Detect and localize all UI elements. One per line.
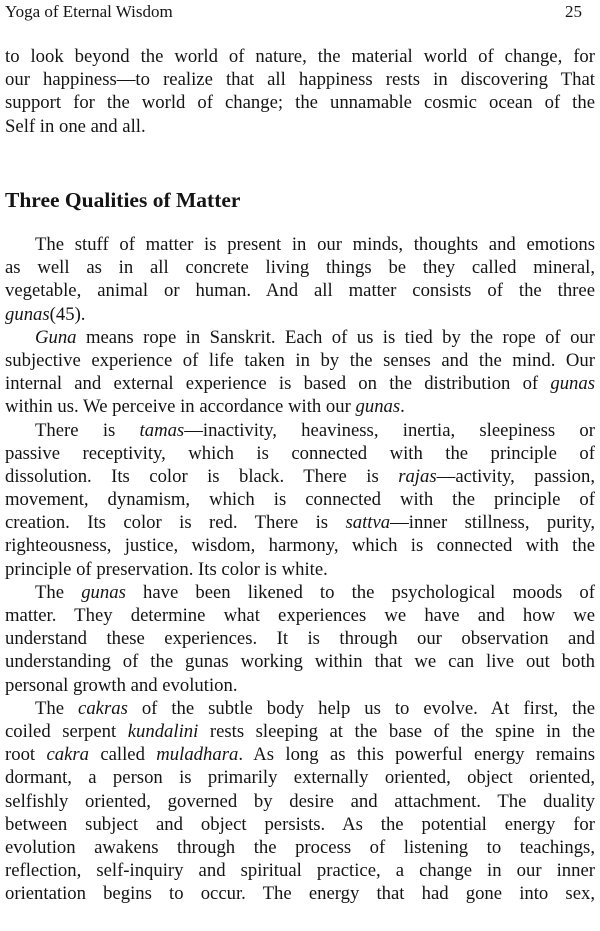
text-line: evolution awakens through the process of listening to teachings, xyxy=(5,836,595,858)
text-line: movement, dynamism, which is connected with the principle of xyxy=(5,489,595,511)
text-line: between subject and object persists. As the potential energy for xyxy=(5,813,595,835)
text-line: selfishly oriented, governed by desire and attachment. The duality xyxy=(5,790,595,812)
text-line: matter. They determine what experiences we have and how we xyxy=(5,605,595,626)
text-line: The cakras of the subtle body help us to evolve. At first, the xyxy=(35,697,595,719)
text-line: root cakra called muladhara. As long as this powerful energy remains xyxy=(5,744,595,766)
intro-paragraph xyxy=(5,45,595,138)
text-line: personal growth and evolution. xyxy=(5,674,238,696)
section-body xyxy=(5,233,595,905)
text-line: within us. We perceive in accordance with our gunas. xyxy=(5,396,405,418)
text-line: subjective experience of life taken in by the senses and the mind. Our xyxy=(5,349,595,371)
text-line: vegetable, animal or human. And all matter consists of the three xyxy=(5,280,595,302)
text-line: as well as in all concrete living things be they called mineral, xyxy=(5,257,595,279)
text-line: The gunas have been likened to the psychological moods of xyxy=(35,581,595,603)
text-line: Guna means rope in Sanskrit. Each of us is tied by the rope of our xyxy=(35,326,595,348)
text-line: understanding of the gunas working within that we can live out both xyxy=(5,651,595,673)
text-line: The stuff of matter is present in our minds, thoughts and emotions xyxy=(35,234,595,255)
running-head xyxy=(5,1,582,23)
text-line: orientation begins to occur. The energy that had gone into sex, xyxy=(5,883,595,905)
text-line: our happiness—to realize that all happiness rests in discovering That xyxy=(5,69,595,91)
text-line: Self in one and all. xyxy=(5,115,146,137)
text-line: dormant, a person is primarily externally oriented, object oriented, xyxy=(5,767,595,789)
text-line: internal and external experience is based on the distribution of gunas xyxy=(5,373,595,395)
text-line: understand these experiences. It is through our observation and xyxy=(5,628,595,650)
text-line: passive receptivity, which is connected with the principle of xyxy=(5,442,595,464)
text-line: There is tamas—inactivity, heaviness, inertia, sleepiness or xyxy=(35,419,595,441)
text-line: dissolution. Its color is black. There is rajas—activity, passion, xyxy=(5,465,595,487)
section-heading: Three Qualities of Matter xyxy=(5,188,241,212)
page-number: 25 xyxy=(565,2,582,21)
text-line: creation. Its color is red. There is sattva—inner stillness, purity, xyxy=(5,512,595,534)
text-line: righteousness, justice, wisdom, harmony, which is connected with the xyxy=(5,535,595,557)
text-line: reflection, self-inquiry and spiritual practice, a change in our inner xyxy=(5,860,595,882)
text-line: coiled serpent kundalini rests sleeping at the base of the spine in the xyxy=(5,720,596,742)
text-line: to look beyond the world of nature, the material world of change, for xyxy=(5,46,595,67)
book-title: Yoga of Eternal Wisdom xyxy=(5,2,173,21)
text-line: principle of preservation. Its color is white. xyxy=(5,558,328,580)
text-line: gunas(45). xyxy=(5,303,86,325)
text-line: support for the world of change; the unnamable cosmic ocean of the xyxy=(5,92,595,114)
